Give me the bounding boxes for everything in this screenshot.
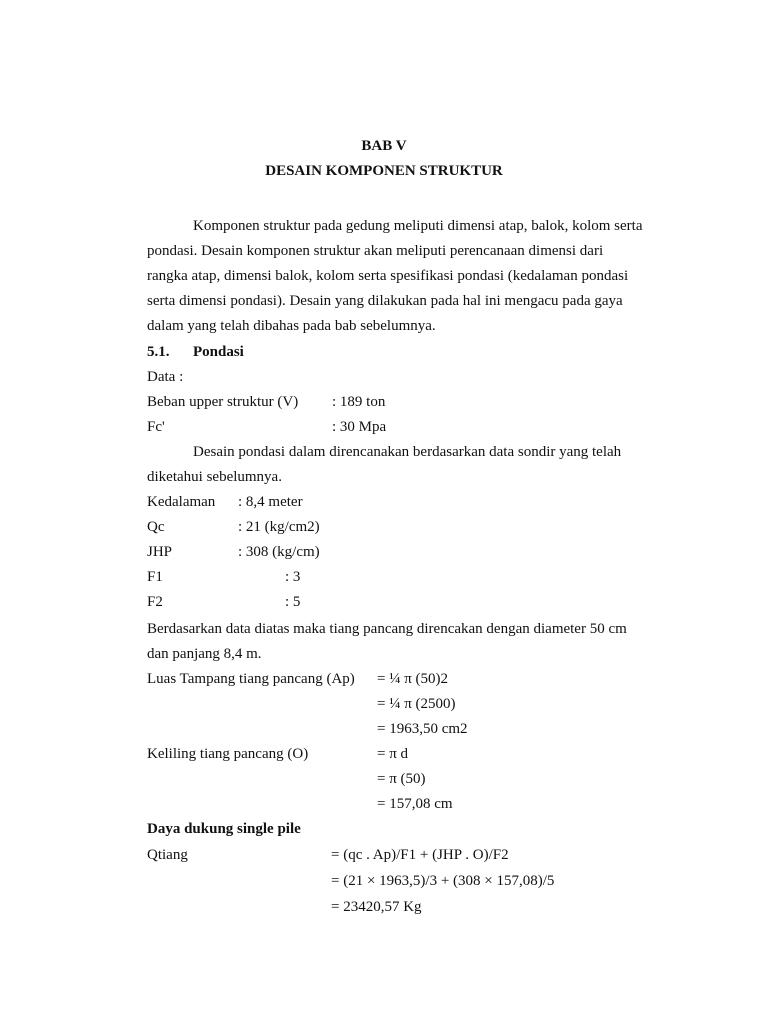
- design-note-line: diketahui sebelumnya.: [147, 469, 282, 485]
- soil-value: : 8,4 meter: [238, 494, 303, 510]
- soil-value: : 21 (kg/cm2): [238, 519, 320, 535]
- perimeter-step: = π (50): [377, 771, 426, 787]
- perimeter-label: Keliling tiang pancang (O): [147, 746, 309, 762]
- capacity-label: Qtiang: [147, 847, 188, 863]
- chapter-title: DESAIN KOMPONEN STRUKTUR: [265, 163, 503, 179]
- soil-value: : 308 (kg/cm): [238, 544, 320, 560]
- capacity-step: = (21 × 1963,5)/3 + (308 × 157,08)/5: [331, 873, 555, 889]
- intro-line: Komponen struktur pada gedung meliputi dimensi atap, balok, kolom serta: [193, 218, 643, 234]
- data-label: Data :: [147, 369, 184, 385]
- factor-value: : 3: [285, 569, 301, 585]
- soil-label: JHP: [147, 544, 173, 560]
- capacity-step: = (qc . Ap)/F1 + (JHP . O)/F2: [331, 847, 509, 863]
- section-number: 5.1.: [147, 344, 170, 360]
- section-title: Pondasi: [193, 344, 244, 360]
- intro-line: rangka atap, dimensi balok, kolom serta spesifikasi pondasi (kedalaman pondasi: [147, 268, 629, 284]
- pile-note-line: dan panjang 8,4 m.: [147, 646, 262, 662]
- load-label: Beban upper struktur (V): [147, 394, 299, 410]
- capacity-result: = 23420,57 Kg: [331, 899, 422, 915]
- soil-label: Qc: [147, 519, 165, 535]
- factor-label: F1: [147, 569, 163, 585]
- load-value: : 189 ton: [332, 394, 386, 410]
- capacity-title: Daya dukung single pile: [147, 821, 301, 837]
- area-step: = ¼ π (50)2: [377, 671, 449, 687]
- soil-label: Kedalaman: [147, 494, 216, 510]
- perimeter-result: = 157,08 cm: [377, 796, 453, 812]
- intro-line: pondasi. Desain komponen struktur akan meliputi perencanaan dimensi dari: [147, 243, 604, 259]
- load-label: Fc': [147, 419, 165, 435]
- design-note-line: Desain pondasi dalam direncanakan berdasarkan data sondir yang telah: [193, 444, 622, 460]
- load-value: : 30 Mpa: [332, 419, 387, 435]
- perimeter-step: = π d: [377, 746, 409, 762]
- area-result: = 1963,50 cm2: [377, 721, 468, 737]
- intro-line: serta dimensi pondasi). Desain yang dilakukan pada hal ini mengacu pada gaya: [147, 293, 623, 309]
- factor-label: F2: [147, 594, 163, 610]
- intro-line: dalam yang telah dibahas pada bab sebelumnya.: [147, 318, 436, 334]
- pile-note-line: Berdasarkan data diatas maka tiang pancang direncakan dengan diameter 50 cm: [147, 621, 627, 637]
- chapter-heading: BAB V: [361, 138, 407, 154]
- area-label: Luas Tampang tiang pancang (Ap): [147, 671, 355, 687]
- area-step: = ¼ π (2500): [377, 696, 456, 712]
- factor-value: : 5: [285, 594, 301, 610]
